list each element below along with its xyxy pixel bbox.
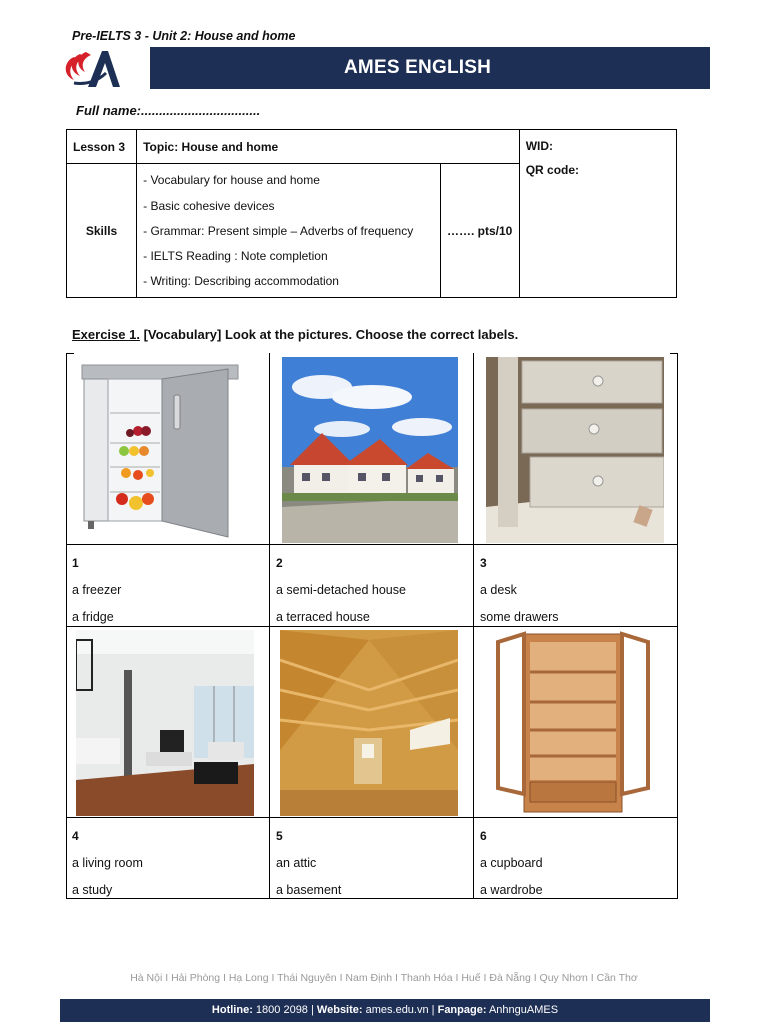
living-room-picture: [76, 630, 254, 816]
option-b[interactable]: a terraced house: [276, 610, 370, 624]
exercise-label: Exercise 1.: [72, 327, 140, 342]
option-a[interactable]: a freezer: [72, 583, 122, 597]
footer-bar: [60, 999, 710, 1022]
item-number: 2: [276, 556, 283, 570]
fanpage-link[interactable]: AnhnguAMES: [486, 1004, 559, 1016]
option-a[interactable]: a living room: [72, 856, 143, 870]
vocabulary-grid: [66, 353, 678, 899]
lesson-info-table: [66, 129, 677, 298]
topic-cell: Topic: House and home: [137, 130, 520, 164]
wid-qr-cell: [519, 130, 676, 298]
option-b[interactable]: a wardrobe: [480, 883, 543, 897]
cupboard-picture: [488, 630, 658, 816]
exercise-item-3: [474, 353, 678, 626]
item-number: 3: [480, 556, 487, 570]
wid-label: WID:: [525, 139, 554, 153]
houses-picture: [282, 357, 458, 543]
qr-code-label: QR code:: [525, 163, 580, 177]
item-number: 1: [72, 556, 79, 570]
skill-item: - Writing: Describing accommodation: [143, 274, 339, 289]
exercise-instruction: [Vocabulary] Look at the pictures. Choose the correct labels.: [139, 327, 519, 342]
item-number: 4: [72, 829, 79, 843]
option-b[interactable]: a study: [72, 883, 113, 897]
exercise-title: [72, 327, 518, 342]
skills-label: Skills: [67, 164, 137, 298]
ames-logo-icon: [60, 47, 150, 89]
exercise-item-6: [474, 626, 678, 899]
option-b[interactable]: some drawers: [480, 610, 559, 624]
option-a[interactable]: a desk: [480, 583, 517, 597]
item-number: 5: [276, 829, 283, 843]
option-a[interactable]: a semi-detached house: [276, 583, 406, 597]
website-label: Website:: [316, 1004, 363, 1016]
option-b[interactable]: a basement: [276, 883, 342, 897]
lesson-cell: Lesson 3: [67, 130, 137, 164]
option-b[interactable]: a fridge: [72, 610, 114, 624]
exercise-item-4: [66, 626, 270, 899]
attic-picture: [280, 630, 458, 816]
exercise-item-1: [66, 353, 270, 626]
banner-title: AMES ENGLISH: [344, 57, 492, 78]
brand-banner: [60, 47, 710, 89]
option-a[interactable]: an attic: [276, 856, 317, 870]
exercise-item-2: [270, 353, 474, 626]
fridge-picture: [78, 357, 242, 543]
hotline-label: Hotline:: [211, 1004, 253, 1016]
skill-item: - Vocabulary for house and home: [143, 173, 320, 188]
website-link[interactable]: ames.edu.vn: [362, 1004, 429, 1016]
drawers-picture: [486, 357, 664, 543]
points-cell: ……. pts/10: [440, 164, 519, 298]
exercise-item-5: [270, 626, 474, 899]
separator: |: [428, 1004, 438, 1016]
skills-list: [137, 164, 440, 298]
hotline-number: 1800 2098: [252, 1004, 308, 1016]
separator: |: [307, 1004, 317, 1016]
fanpage-label: Fanpage:: [437, 1004, 487, 1016]
document-header: Pre-IELTS 3 - Unit 2: House and home: [72, 29, 296, 43]
option-a[interactable]: a cupboard: [480, 856, 543, 870]
skill-item: - IELTS Reading : Note completion: [143, 249, 328, 264]
branch-cities: Hà Nội I Hải Phòng I Hạ Long I Thái Nguyên I Nam Định I Thanh Hóa I Huế I Đà Nẵng I Quy Nhơn I Cần Thơ: [130, 972, 638, 984]
item-number: 6: [480, 829, 487, 843]
full-name-field: Full name:.................................: [76, 103, 261, 118]
skill-item: - Grammar: Present simple – Adverbs of frequency: [143, 223, 414, 238]
skill-item: - Basic cohesive devices: [143, 198, 275, 213]
